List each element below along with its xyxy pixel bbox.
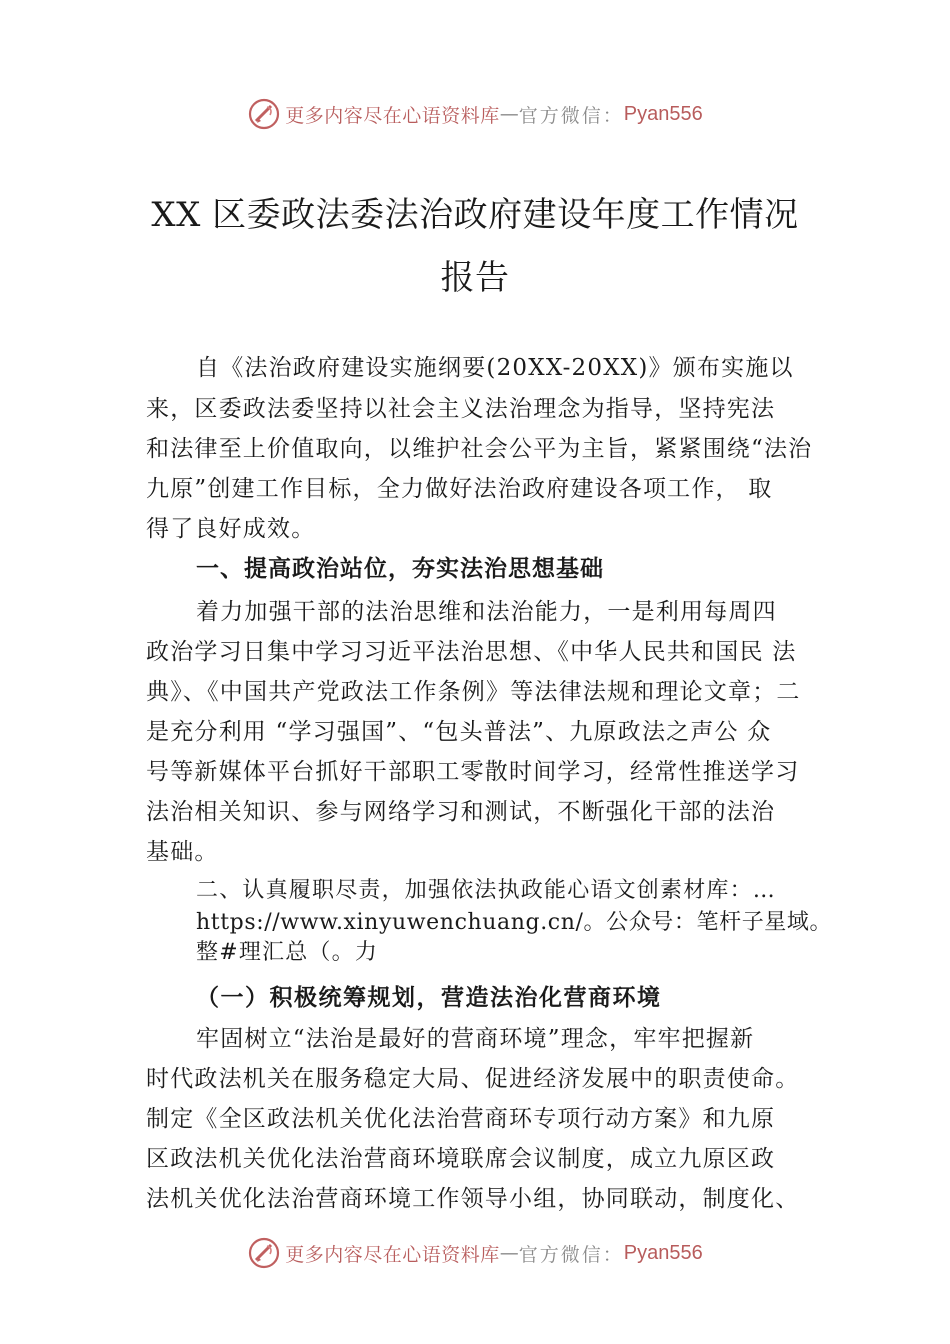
paragraph1-line: 自《法治政府建设实施纲要(20XX-20XX)》颁布实施以 [196,355,794,381]
banner-text: 更多内容尽在心语资料库 [285,104,500,127]
paragraph3-line: 制定《全区政法机关优化法治营商环专项行动方案》和九原 [146,1106,776,1132]
paragraph1-line: 九原”创建工作目标，全力做好法治政府建设各项工作， 取 [146,476,773,502]
paragraph2-line: 政治学习日集中学习习近平法治思想、《中华人民共和国民 法 [146,639,797,665]
banner-wechat-label: 官方微信： [518,1243,624,1266]
section-heading-2-line: 整#理汇总（。力 [196,940,379,965]
banner-text: 更多内容尽在心语资料库 [285,1243,500,1266]
section-heading-1: 一、提高政治站位，夯实法治思想基础 [196,556,604,582]
section-heading-2-url-line: https://www.xinyuwenchuang.cn/。公众号：笔杆子星域。 [196,910,833,935]
paragraph2-line: 法治相关知识、参与网络学习和测试，不断强化干部的法治 [146,799,776,825]
subsection-heading-1: （一）积极统筹规划，营造法治化营商环境 [196,984,662,1011]
header-watermark-banner [0,94,950,134]
banner-dash: — [499,103,519,125]
banner-wechat-id: Pyan556 [623,1241,703,1264]
pen-logo-icon [247,97,281,131]
paragraph1-line: 来，区委政法委坚持以社会主义法治理念为指导，坚持宪法 [146,396,776,422]
banner-wechat-id: Pyan556 [623,102,703,125]
paragraph2-line: 典》、《中国共产党政法工作条例》等法律法规和理论文章；二 [146,679,801,705]
paragraph1-line: 和法律至上价值取向，以维护社会公平为主旨，紧紧围绕“法治 [146,436,813,462]
banner-wechat-label: 官方微信： [518,104,624,127]
paragraph3-line: 时代政法机关在服务稳定大局、促进经济发展中的职责使命。 [146,1066,800,1092]
paragraph3-line: 区政法机关优化法治营商环境联席会议制度，成立九原区政 [146,1146,776,1172]
paragraph2-line: 基础。 [146,839,219,865]
document-title-line2: 报告 [440,258,510,298]
footer-watermark-banner [0,1233,950,1273]
paragraph1-line: 得了良好成效。 [146,516,316,542]
document-title-line1: XX 区委政法委法治政府建设年度工作情况 [151,195,799,235]
paragraph2-line: 号等新媒体平台抓好干部职工零散时间学习，经常性推送学习 [146,759,800,785]
paragraph3-line: 法机关优化法治营商环境工作领导小组，协同联动，制度化、 [146,1186,800,1212]
banner-dash: — [499,1242,519,1264]
paragraph3-line: 牢固树立“法治是最好的营商环境”理念，牢牢把握新 [196,1026,755,1052]
section-heading-2-line: 二、认真履职尽责，加强依法执政能心语文创素材库：… [196,878,777,903]
paragraph2-line: 是充分利用 “学习强国”、“包头普法”、九原政法之声公 众 [146,719,772,745]
pen-logo-icon [247,1236,281,1270]
paragraph2-line: 着力加强干部的法治思维和法治能力，一是利用每周四 [196,599,777,625]
